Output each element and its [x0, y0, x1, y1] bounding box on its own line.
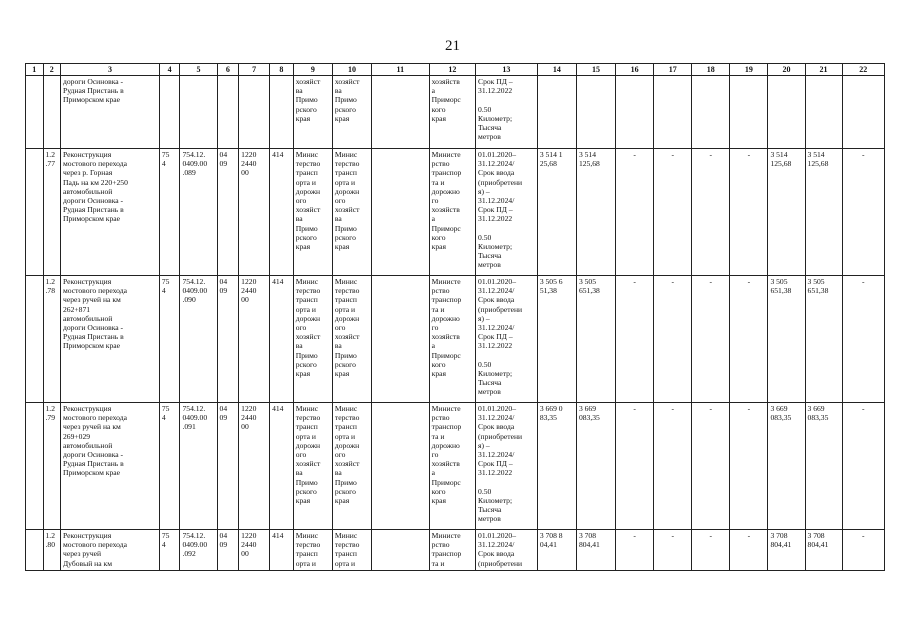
page-number: 21: [445, 38, 460, 54]
table-cell: 3 669 083,35: [576, 403, 615, 530]
table-cell: [26, 276, 44, 403]
table-cell: 3 505 6 51,38: [537, 276, 576, 403]
column-header: 16: [616, 64, 654, 76]
table-cell: 3 505 651,38: [576, 276, 615, 403]
table-cell: 01.01.2020– 31.12.2024/ Срок ввода (приобретени: [476, 530, 538, 571]
table-cell: хозяйст ва Примо рского края: [332, 76, 371, 149]
table-cell: [239, 76, 270, 149]
table-cell: 75 4: [159, 149, 180, 276]
table-cell: [692, 76, 730, 149]
table-cell: -: [616, 276, 654, 403]
table-cell: 3 708 8 04,41: [537, 530, 576, 571]
table-cell: [26, 76, 44, 149]
table-cell: 3 708 804,41: [576, 530, 615, 571]
table-cell: 01.01.2020– 31.12.2024/ Срок ввода (приобретени я) – 31.12.2024/ Срок ПД – 31.12.2022 0.50 Километр; Тысяча метров: [476, 403, 538, 530]
column-header: 10: [332, 64, 371, 76]
column-header: 14: [537, 64, 576, 76]
table-cell: Министе рство транспор та и: [429, 530, 475, 571]
table-cell: -: [842, 403, 884, 530]
column-header: 3: [61, 64, 160, 76]
table-body: [26, 76, 885, 571]
table-cell: 04 09: [217, 276, 239, 403]
table-cell: [270, 76, 294, 149]
table-cell: 3 708 804,41: [768, 530, 805, 571]
column-header: 13: [476, 64, 538, 76]
table-cell: [26, 403, 44, 530]
column-header: 11: [372, 64, 430, 76]
table-cell: Реконструкция мостового перехода через ручей Дубовый на км: [61, 530, 160, 571]
page-bottom-margin: [0, 587, 905, 640]
table-cell: Минис терство трансп орта и дорожн ого хозяйст ва Примо рского края: [293, 403, 332, 530]
table-cell: 75 4: [159, 403, 180, 530]
table-cell: Реконструкция мостового перехода через р. Горная Падь на км 220+250 автомобильной дороги Осиновка - Рудная Пристань в Приморском крае: [61, 149, 160, 276]
table-cell: -: [730, 276, 768, 403]
table-cell: Срок ПД – 31.12.2022 0.50 Километр; Тысяча метров: [476, 76, 538, 149]
table-cell: 04 09: [217, 530, 239, 571]
header-row: [26, 64, 885, 76]
column-header: 6: [217, 64, 239, 76]
column-header: 1: [26, 64, 44, 76]
table-cell: -: [616, 530, 654, 571]
table-cell: -: [730, 149, 768, 276]
table-cell: [217, 76, 239, 149]
table-cell: 754.12. 0409.00 .091: [180, 403, 217, 530]
table-cell: [43, 76, 61, 149]
table-cell: 414: [270, 276, 294, 403]
table-cell: 3 669 0 83,35: [537, 403, 576, 530]
table-cell: [768, 76, 805, 149]
table-cell: 3 514 125,68: [805, 149, 842, 276]
table-cell: -: [692, 149, 730, 276]
table-cell: хозяйст ва Примо рского края: [293, 76, 332, 149]
table-cell: 414: [270, 403, 294, 530]
table-cell: 1220 2440 00: [239, 149, 270, 276]
column-header: 4: [159, 64, 180, 76]
table-row: [26, 403, 885, 530]
table-cell: 754.12. 0409.00 .089: [180, 149, 217, 276]
table-cell: 3 669 083,35: [768, 403, 805, 530]
table-cell: [159, 76, 180, 149]
table-cell: Министе рство транспор та и дорожно го хозяйств а Приморс кого края: [429, 403, 475, 530]
table-cell: 3 514 125,68: [576, 149, 615, 276]
table-cell: 3 669 083,35: [805, 403, 842, 530]
table-cell: -: [842, 530, 884, 571]
table-cell: Минис терство трансп орта и: [332, 530, 371, 571]
table-cell: 1.2 .77: [43, 149, 61, 276]
table-row: [26, 149, 885, 276]
table-cell: 1220 2440 00: [239, 403, 270, 530]
table-cell: 3 708 804,41: [805, 530, 842, 571]
table-cell: Минис терство трансп орта и дорожн ого хозяйст ва Примо рского края: [293, 149, 332, 276]
table-cell: [372, 403, 430, 530]
table-cell: Минис терство трансп орта и: [293, 530, 332, 571]
table-row: [26, 276, 885, 403]
table-cell: Минис терство трансп орта и дорожн ого хозяйст ва Примо рского края: [332, 149, 371, 276]
table-cell: -: [730, 530, 768, 571]
table-cell: [616, 76, 654, 149]
table-cell: -: [692, 403, 730, 530]
column-header: 7: [239, 64, 270, 76]
table-cell: [180, 76, 217, 149]
table-cell: 01.01.2020– 31.12.2024/ Срок ввода (приобретени я) – 31.12.2024/ Срок ПД – 31.12.2022 0.50 Километр; Тысяча метров: [476, 276, 538, 403]
table-cell: [26, 530, 44, 571]
table-cell: Минис терство трансп орта и дорожн ого хозяйст ва Примо рского края: [332, 403, 371, 530]
table-cell: -: [654, 530, 692, 571]
column-header: 8: [270, 64, 294, 76]
table-cell: -: [692, 276, 730, 403]
table-cell: -: [654, 403, 692, 530]
table-cell: -: [616, 149, 654, 276]
column-header: 22: [842, 64, 884, 76]
table-cell: 3 505 651,38: [768, 276, 805, 403]
column-header: 12: [429, 64, 475, 76]
column-header: 19: [730, 64, 768, 76]
table-cell: 04 09: [217, 403, 239, 530]
column-header: 9: [293, 64, 332, 76]
table-cell: 3 514 1 25,68: [537, 149, 576, 276]
column-header: 20: [768, 64, 805, 76]
table-cell: [730, 76, 768, 149]
table-cell: [537, 76, 576, 149]
table-cell: [805, 76, 842, 149]
column-header: 5: [180, 64, 217, 76]
table-cell: -: [842, 276, 884, 403]
table-cell: [26, 149, 44, 276]
table-cell: -: [654, 149, 692, 276]
table-cell: 75 4: [159, 530, 180, 571]
table-cell: Министе рство транспор та и дорожно го хозяйств а Приморс кого края: [429, 276, 475, 403]
table-cell: 754.12. 0409.00 .092: [180, 530, 217, 571]
table-cell: 04 09: [217, 149, 239, 276]
column-header: 2: [43, 64, 61, 76]
table-cell: 1.2 .80: [43, 530, 61, 571]
table-cell: 414: [270, 530, 294, 571]
table-cell: 1.2 .78: [43, 276, 61, 403]
table-cell: -: [730, 403, 768, 530]
column-header: 18: [692, 64, 730, 76]
table-cell: 1.2 .79: [43, 403, 61, 530]
table-cell: [372, 276, 430, 403]
table-cell: 1220 2440 00: [239, 276, 270, 403]
table-cell: -: [616, 403, 654, 530]
column-header: 21: [805, 64, 842, 76]
table-cell: [842, 76, 884, 149]
column-header: 17: [654, 64, 692, 76]
table-cell: [576, 76, 615, 149]
table-cell: [654, 76, 692, 149]
table-cell: 1220 2440 00: [239, 530, 270, 571]
table-cell: Министе рство транспор та и дорожно го хозяйств а Приморс кого края: [429, 149, 475, 276]
table-cell: 3 505 651,38: [805, 276, 842, 403]
table-cell: Минис терство трансп орта и дорожн ого хозяйст ва Примо рского края: [293, 276, 332, 403]
table-cell: 414: [270, 149, 294, 276]
table-cell: -: [654, 276, 692, 403]
table-cell: Реконструкция мостового перехода через ручей на км 262+871 автомобильной дороги Осиновка - Рудная Пристань в Приморском крае: [61, 276, 160, 403]
table-cell: Минис терство трансп орта и дорожн ого хозяйст ва Примо рского края: [332, 276, 371, 403]
table-cell: 3 514 125,68: [768, 149, 805, 276]
table-cell: 01.01.2020– 31.12.2024/ Срок ввода (приобретени я) – 31.12.2024/ Срок ПД – 31.12.2022 0.50 Километр; Тысяча метров: [476, 149, 538, 276]
column-header: 15: [576, 64, 615, 76]
budget-table: [25, 63, 885, 571]
table-row: [26, 530, 885, 571]
table-cell: [372, 76, 430, 149]
table-row: [26, 76, 885, 149]
table-cell: дороги Осиновка - Рудная Пристань в Приморском крае: [61, 76, 160, 149]
table-cell: [372, 530, 430, 571]
table-cell: 754.12. 0409.00 .090: [180, 276, 217, 403]
table-cell: -: [692, 530, 730, 571]
table-cell: 75 4: [159, 276, 180, 403]
table-cell: Реконструкция мостового перехода через ручей на км 269+029 автомобильной дороги Осиновка - Рудная Пристань в Приморском крае: [61, 403, 160, 530]
table-cell: хозяйств а Приморс кого края: [429, 76, 475, 149]
table-cell: -: [842, 149, 884, 276]
table-cell: [372, 149, 430, 276]
